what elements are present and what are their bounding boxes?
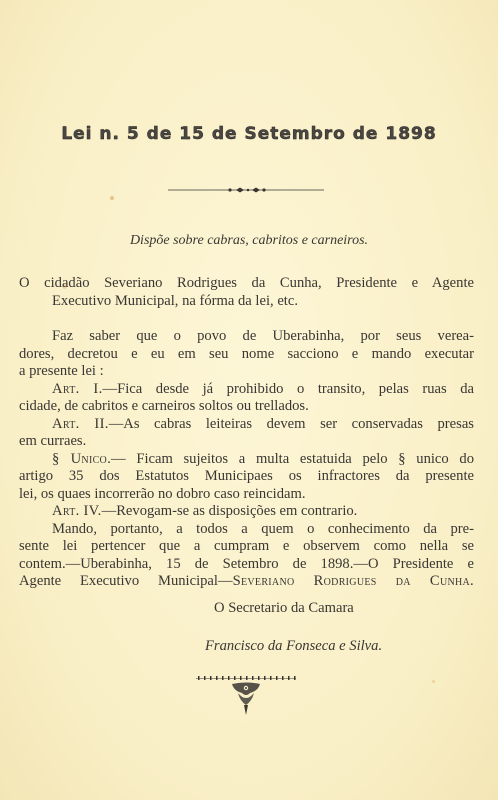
article-1-text: —Fica desde já prohibido o transito, pelas ruas da xyxy=(102,380,474,397)
article-1-line: cidade, de cabritos e carneiros soltos ou trellados. xyxy=(19,398,309,414)
mando-line: Agente Executivo Municipal— xyxy=(19,573,233,589)
mando-final-line xyxy=(19,573,474,591)
mando-line: Mando, portanto, a todos a quem o conhecimento da pre- xyxy=(52,520,474,537)
article-1-label: Art. I. xyxy=(52,380,103,397)
paragraph-unico-text: — Ficam sujeitos a multa estatuida pelo § unico do xyxy=(111,450,474,467)
article-1 xyxy=(19,381,474,399)
article-2-line: em curraes. xyxy=(19,433,87,449)
secretary-signature: Francisco da Fonseca e Silva. xyxy=(205,638,383,654)
body-line: dores, decretou e eu em seu nome sacciono e mando executar xyxy=(19,345,474,362)
paper-speck xyxy=(432,680,435,683)
article-2-label: Art. II. xyxy=(52,415,109,432)
article-4-text: —Revogam-se as disposições em contrario. xyxy=(101,503,358,519)
decorative-rule xyxy=(168,186,324,194)
president-name: Severiano Rodrigues da Cunha. xyxy=(232,573,474,589)
paragraph-unico-line: artigo 35 dos Estatutos Municipaes os infractores da presente xyxy=(19,468,474,484)
article-2 xyxy=(19,416,474,434)
paragraph-unico-line: lei, os quaes incorrerão no dobro caso reincidam. xyxy=(19,485,306,502)
paragraph-unico xyxy=(19,451,474,469)
intro-line: O cidadão Severiano Rodrigues da Cunha, Presidente e Agente xyxy=(19,275,474,291)
law-body xyxy=(19,328,474,591)
mando-line: sente lei pertencer que a cumpram e observem como nella se xyxy=(19,538,474,554)
law-subtitle xyxy=(0,233,498,249)
intro-line: Executivo Municipal, na fórma da lei, etc. xyxy=(52,292,298,309)
body-line: a presente lei : xyxy=(19,363,104,379)
secretary-label: O Secretario da Camara xyxy=(214,600,354,616)
article-4-label: Art. IV. xyxy=(52,503,102,519)
body-line: Faz saber que o povo de Uberabinha, por seus verea- xyxy=(52,328,474,344)
paper-speck xyxy=(110,196,114,200)
law-title xyxy=(0,124,498,144)
intro-paragraph xyxy=(19,275,474,310)
article-2-text: —As cabras leiteiras devem ser conservadas presas xyxy=(108,415,474,432)
paragraph-unico-label: § Unico. xyxy=(52,450,112,467)
article-4 xyxy=(19,503,474,521)
mando-line: contem.—Uberabinha, 15 de Setembro de 1898.—O Presidente e xyxy=(19,555,474,572)
law-subtitle-text: Dispõe sobre cabras, cabritos e carneiros. xyxy=(129,233,369,248)
ornament-vignette xyxy=(192,675,300,717)
law-title-text: Lei n. 5 de 15 de Setembro de 1898 xyxy=(61,124,437,144)
